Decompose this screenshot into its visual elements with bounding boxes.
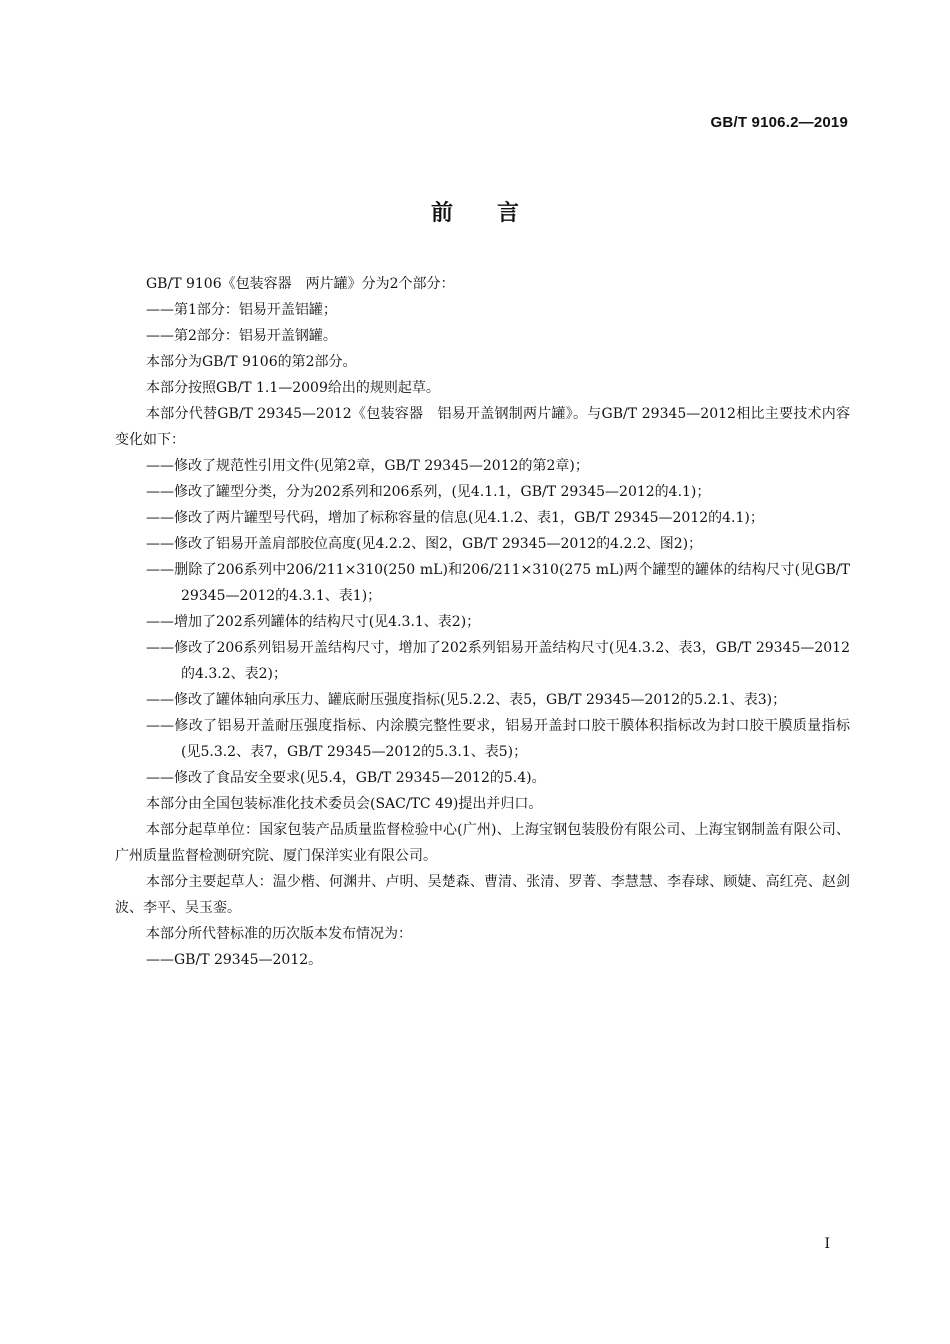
list-item: ——第1部分：铝易开盖铝罐；	[146, 302, 337, 318]
list-item: ——修改了食品安全要求(见5.4，GB/T 29345—2012的5.4)。	[146, 770, 546, 786]
list-item: ——增加了202系列罐体的结构尺寸(见4.3.1、表2)；	[146, 614, 481, 630]
list-item: ——修改了两片罐型号代码，增加了标称容量的信息(见4.1.2、表1，GB/T 29345—2012的4.1)；	[146, 510, 764, 526]
list-item: ——第2部分：铝易开盖钢罐。	[146, 328, 337, 344]
paragraph: 本部分起草单位：国家包装产品质量监督检验中心(广州)、上海宝钢包装股份有限公司、上海宝钢制盖有限公司、广州质量监督检测研究院、厦门保洋实业有限公司。	[115, 822, 850, 864]
paragraph: 本部分代替GB/T 29345—2012《包装容器 铝易开盖钢制两片罐》。与GB/T 29345—2012相比主要技术内容变化如下：	[115, 406, 850, 448]
page-number: I	[824, 1236, 830, 1252]
list-item: ——删除了206系列中206/211×310(250 mL)和206/211×310(275 mL)两个罐型的罐体的结构尺寸(见GB/T 29345—2012的4.3.1、表1)；	[146, 562, 850, 604]
list-item: ——修改了罐型分类，分为202系列和206系列，(见4.1.1，GB/T 29345—2012的4.1)；	[146, 484, 711, 500]
page-title: 前言	[430, 201, 563, 226]
paragraph: 本部分由全国包装标准化技术委员会(SAC/TC 49)提出并归口。	[146, 796, 543, 812]
list-item: ——修改了铝易开盖肩部胶位高度(见4.2.2、图2，GB/T 29345—2012的4.2.2、图2)；	[146, 536, 703, 552]
list-item: ——修改了规范性引用文件(见第2章，GB/T 29345—2012的第2章)；	[146, 458, 589, 474]
list-item: ——修改了206系列铝易开盖结构尺寸，增加了202系列铝易开盖结构尺寸(见4.3.2、表3，GB/T 29345—2012的4.3.2、表2)；	[146, 640, 850, 682]
paragraph: 本部分为GB/T 9106的第2部分。	[146, 354, 357, 370]
list-item: ——修改了罐体轴向承压力、罐底耐压强度指标(见5.2.2、表5，GB/T 29345—2012的5.2.1、表3)；	[146, 692, 787, 708]
paragraph: 本部分主要起草人：温少楷、何渊井、卢明、吴楚森、曹清、张清、罗菁、李慧慧、李春球、顾婕、高红亮、赵剑波、李平、吴玉銮。	[115, 874, 850, 916]
list-item: ——GB/T 29345—2012。	[146, 952, 323, 968]
paragraph: 本部分按照GB/T 1.1—2009给出的规则起草。	[146, 380, 440, 396]
foreword-body	[115, 271, 850, 973]
paragraph: GB/T 9106《包装容器 两片罐》分为2个部分：	[146, 276, 455, 292]
list-item: ——修改了铝易开盖耐压强度指标、内涂膜完整性要求，铝易开盖封口胶干膜体积指标改为封口胶干膜质量指标(见5.3.2、表7，GB/T 29345—2012的5.3.1、表5)；	[146, 718, 850, 760]
standard-code: GB/T 9106.2—2019	[710, 114, 848, 131]
paragraph: 本部分所代替标准的历次版本发布情况为：	[146, 926, 412, 942]
